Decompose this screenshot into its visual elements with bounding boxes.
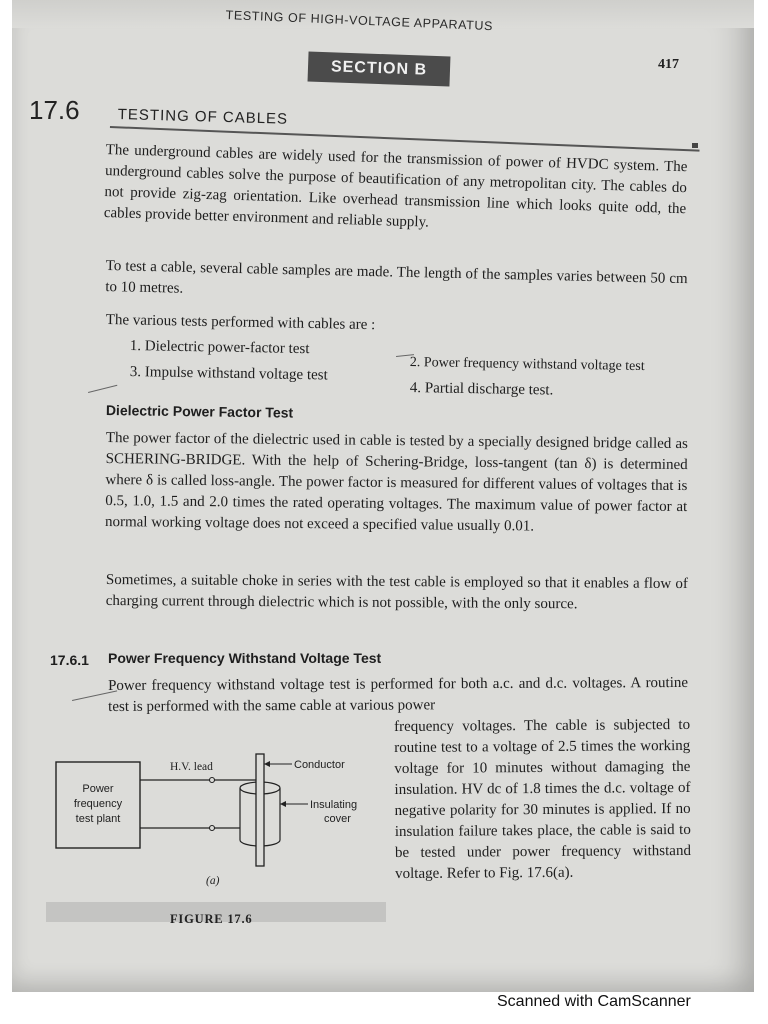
figure-caption: FIGURE 17.6 xyxy=(170,912,253,926)
subsection-number: 17.6.1 xyxy=(50,652,89,668)
box-label: Power xyxy=(82,783,114,795)
section-number: 17.6 xyxy=(29,95,80,125)
conductor xyxy=(256,754,264,866)
dielectric-paragraph: The power factor of the dielectric used in cable is tested by a specially designed bridge called as SCHERING-BRIDGE. With the help of Schering-Bridge, loss-tangent (tan δ) is determined where δ is called loss-angle. The power factor is measured for different values of voltages that is 0.5, 1.0, 1.5 and 2.0 times the rated operating voltages. The maximum value of power factor at normal working voltage does not exceed a specified value usually 0.01. xyxy=(104,429,688,535)
tests-intro: The various tests performed with cables are : xyxy=(105,311,376,334)
box-label: frequency xyxy=(73,798,123,810)
cable-test-diagram xyxy=(52,736,392,906)
conductor-label: Conductor xyxy=(294,759,345,771)
dielectric-heading: Dielectric Power Factor Test xyxy=(105,402,294,421)
earth-terminal xyxy=(210,826,215,831)
running-head: TESTING OF HIGH-VOLTAGE APPARATUS xyxy=(225,8,494,34)
pfwv-heading: Power Frequency Withstand Voltage Test xyxy=(108,650,382,666)
pen-mark xyxy=(88,385,117,393)
scanner-watermark: Scanned with CamScanner xyxy=(497,993,691,1010)
insulating-label: Insulating xyxy=(310,799,358,811)
hv-terminal xyxy=(210,778,215,783)
figure-sublabel: (a) xyxy=(206,875,220,887)
list-item: 2. Power frequency withstand voltage test xyxy=(409,355,645,375)
box-label: test plant xyxy=(75,813,121,825)
pfwv-paragraph-wrap: frequency voltages. The cable is subjected to routine test to a voltage of 2.5 times the working voltage for 10 minutes without damaging the insulation. HV dc of 1.8 times the d.c. voltage of negative polarity for 30 minutes is applied. If no insulation failure takes place, the cable is said to be tested under power frequency withstand voltage. Refer to Fig. 17.6(a). xyxy=(394,716,691,882)
page-number: 417 xyxy=(658,57,679,72)
list-item: 1. Dielectric power-factor test xyxy=(129,338,310,358)
section-title: TESTING OF CABLES xyxy=(117,106,289,128)
conductor-arrowhead xyxy=(264,761,270,767)
hv-lead-label: H.V. lead xyxy=(170,761,213,773)
section-rule-end xyxy=(692,143,698,148)
samples-paragraph: To test a cable, several cable samples are made. The length of the samples varies between 50 cm to 10 metres. xyxy=(105,257,688,297)
scanned-page xyxy=(12,0,754,992)
list-item: 3. Impulse withstand voltage test xyxy=(129,364,328,384)
choke-paragraph: Sometimes, a suitable choke in series with the test cable is employed so that it enables a flow of charging current through dielectric which is not possible, with the only source. xyxy=(105,571,688,613)
section-tag: SECTION B xyxy=(308,52,451,87)
list-item: 4. Partial discharge test. xyxy=(409,380,554,399)
pfwv-paragraph: Power frequency withstand voltage test is performed for both a.c. and d.c. voltages. A routine test is performed with the same cable at various power xyxy=(108,674,689,715)
insulating-label: cover xyxy=(324,813,351,825)
insulating-arrowhead xyxy=(280,801,286,807)
intro-paragraph: The underground cables are widely used for the transmission of power of HVDC system. The underground cables solve the purpose of beautification of any metropolitan city. The cables do not provide zig-zag orientation. Like overhead transmission line which looks quite odd, the cables provide better environment and reliable supply. xyxy=(103,141,688,231)
